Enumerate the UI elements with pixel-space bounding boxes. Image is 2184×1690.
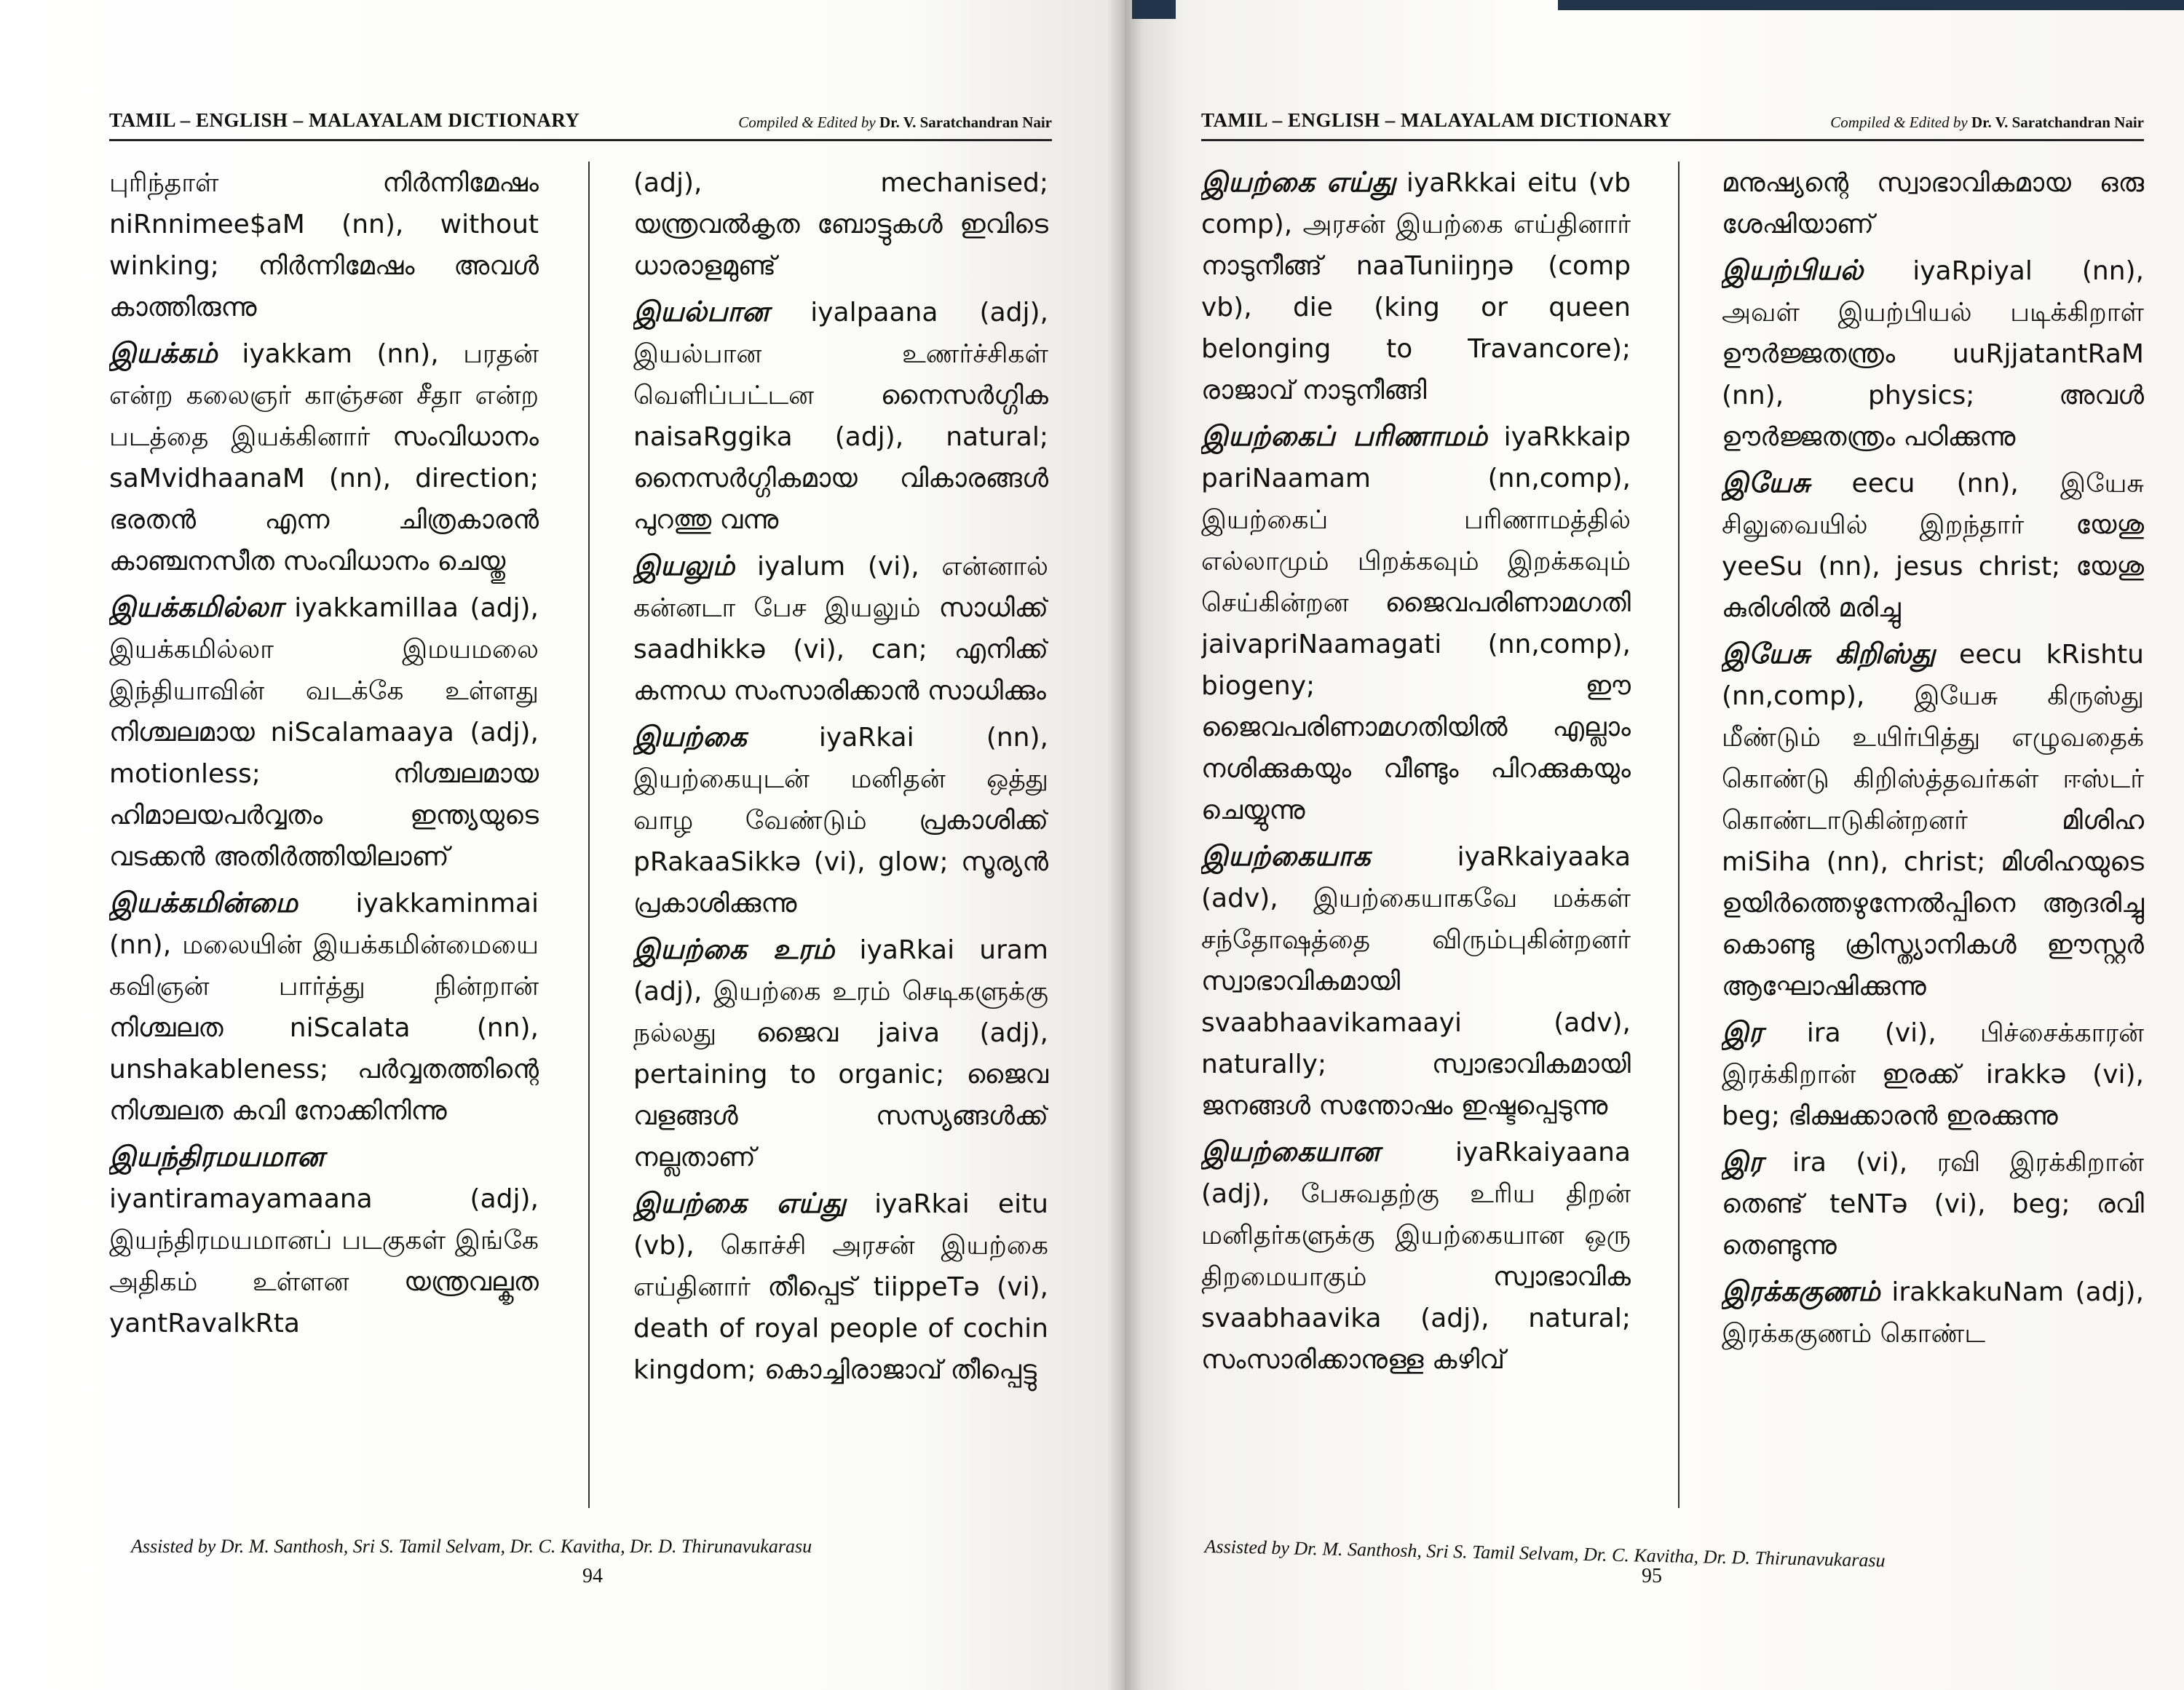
entry-text: മനുഷ്യന്റെ സ്വാഭാവികമായ ഒരു ശേഷിയാണ് xyxy=(1722,168,2144,239)
entry-text: iyaRkaiyaana (adj), பேசுவதற்கு உரிய திறன் மனிதர்களுக்கு இயற்கையான ஒரு திறமையாகும் സ്വാഭാവിക svaabhaavika (adj), natural; സംസാരിക്കാനുള്ള കഴിവ് xyxy=(1201,1138,1631,1375)
entry-text: iyalpaana (adj), இயல்பான உணர்ச்சிகள் வெளிப்பட்டன നൈസർഗ്ഗിക naisaRggika (adj), natural; നൈസർഗ്ഗികമായ വികാരങ്ങൾ പുറത്തു വന്നു xyxy=(633,298,1048,535)
entry-text: iyaRkai eitu (vb), கொச்சி அரசன் இயற்கை எய்தினார் തീപ്പെട് tiippeTə (vi), death of royal people of cochin kingdom; കൊച്ചിരാജാവ് തീപ്പെട്ടു xyxy=(633,1189,1048,1385)
credit-name: Dr. V. Saratchandran Nair xyxy=(1971,114,2144,131)
entry-text: iyaRkai uram (adj), இயற்கை உரம் செடிகளுக்கு நல்லது ജൈവ jaiva (adj), pertaining to organic; ജൈവ വളങ്ങൾ സസ്യങ്ങൾക്ക് നല്ലതാണ് xyxy=(633,935,1048,1173)
headword: இயற்கை எய்து xyxy=(1201,166,1396,198)
assisted-by-footer: Assisted by Dr. M. Santhosh, Sri S. Tamil Selvam, Dr. C. Kavitha, Dr. D. Thirunavukarasu xyxy=(131,1536,812,1557)
dictionary-entry xyxy=(1722,250,2144,458)
header-credit xyxy=(738,114,1052,132)
dictionary-entry xyxy=(1201,162,1631,411)
dictionary-entry xyxy=(109,162,539,328)
entry-text: iyaRkai (nn), இயற்கையுடன் மனிதன் ஒத்து வாழ வேண்டும் പ്രകാശിക്ക് pRakaaSikkə (vi), glow; സൂര്യൻ പ്രകാശിക്കുന്നു xyxy=(633,723,1048,919)
entry-text: (adj), mechanised; യന്ത്രവൽകൃത ബോട്ടുകൾ ഇവിടെ ധാരാളമുണ്ട് xyxy=(633,168,1048,281)
left-page-header xyxy=(109,109,1052,141)
headword: இயல்பான xyxy=(633,295,769,328)
dictionary-entry xyxy=(109,587,539,878)
dictionary-entry xyxy=(633,929,1048,1178)
dictionary-entry xyxy=(1201,416,1631,831)
headword: இயேசு xyxy=(1722,467,1811,499)
credit-name: Dr. V. Saratchandran Nair xyxy=(879,114,1052,131)
header-title: TAMIL – ENGLISH – MALAYALAM DICTIONARY xyxy=(109,109,580,131)
dictionary-entry xyxy=(633,545,1048,712)
entry-text: eecu (nn), இயேசு சிலுவையில் இறந்தார் യേശു yeeSu (nn), jesus christ; യേശു കുരിശിൽ മരിച്ചു xyxy=(1722,469,2144,623)
dictionary-entry xyxy=(109,882,539,1132)
headword: இயக்கமின்மை xyxy=(109,886,298,919)
dictionary-entry xyxy=(1201,836,1631,1127)
entry-text: ira (vi), ரவி இரக்கிறான் തെണ്ട് teNTə (vi), beg; രവി തെണ്ടുന്നു xyxy=(1722,1148,2144,1261)
left-column-a xyxy=(109,162,539,1493)
credit-prefix: Compiled & Edited by xyxy=(1830,114,1968,131)
left-column-b xyxy=(633,162,1048,1493)
headword: இயற்கை உரம் xyxy=(633,933,835,965)
dictionary-entry xyxy=(1201,1131,1631,1381)
entry-text: புரிந்தாள் നിർന്നിമേഷം niRnnimee$aM (nn), without winking; നിർന്നിമേഷം അവൾ കാത്തിരുന്നു xyxy=(109,168,539,322)
entry-text: iyaRkaiyaaka (adv), இயற்கையாகவே மக்கள் சந்தோஷத்தை விரும்புகின்றனர் സ്വാഭാവികമായി svaabhaavikamaayi (adv), naturally; സ്വാഭാവികമായി ജനങ്ങൾ സന്തോഷം ഇഷ്ടപ്പെടുന്നു xyxy=(1201,842,1631,1121)
credit-prefix: Compiled & Edited by xyxy=(738,114,876,131)
headword: இயேசு கிறிஸ்து xyxy=(1722,638,1936,670)
headword: இயலும் xyxy=(633,550,735,582)
headword: இரக்ககுணம் xyxy=(1722,1275,1880,1307)
entry-text: iyakkam (nn), பரதன் என்ற கலைஞர் காஞ்சன சீதா என்ற படத்தை இயக்கினார் സംവിധാനം saMvidhaanaM (nn), direction; ഭരതൻ എന്ന ചിത്രകാരൻ കാഞ്ചനസീത സംവിധാനം ചെയ്തു xyxy=(109,339,539,576)
entry-text: iyantiramayamaana (adj), இயந்திரமயமானப் படகுகள் இங்கே அதிகம் உள்ளன യന്ത്രവല്കൃത yantRavalkRta xyxy=(109,1184,539,1338)
dictionary-entry xyxy=(1722,633,2144,1007)
right-column-a xyxy=(1201,162,1631,1493)
dictionary-entry xyxy=(633,291,1048,541)
entry-text: iyaRkkaip pariNaamam (nn,comp), இயற்கைப் பரிணாமத்தில் எல்லாமும் பிறக்கவும் இறக்கவும் செய்கின்றன ജൈവപരിണാമഗതി jaivapriNaamagati (nn,comp), biogeny; ഈ ജൈവപരിണാമഗതിയിൽ എല്ലാം നശിക്കുകയും വീണ്ടും പിറക്കുകയും ചെയ്യുന്നു xyxy=(1201,422,1631,825)
entry-text: iyaRkkai eitu (vb comp), அரசன் இயற்கை எய்தினார் നാടുനീങ്ങ് naaTuniiŋŋə (comp vb), die (king or queen belonging to Travancore); രാജാവ് നാടുനീങ്ങി xyxy=(1201,168,1631,405)
right-page xyxy=(1125,0,2184,1690)
entry-text: iyakkaminmai (nn), மலையின் இயக்கமின்மையை கவிஞன் பார்த்து நின்றான் നിശ്ചലത niScalata (nn), unshakableness; പർവ്വതത്തിന്റെ നിശ്ചലത കവി നോക്കിനിന്നു xyxy=(109,889,539,1126)
column-divider xyxy=(588,162,590,1508)
headword: இர xyxy=(1722,1146,1763,1178)
page-number: 95 xyxy=(1642,1565,1662,1587)
entry-text: ira (vi), பிச்சைக்காரன் இரக்கிறான் ഇരക്ക് irakkə (vi), beg; ഭിക്ഷക്കാരൻ ഇരക്കുന്നു xyxy=(1722,1018,2144,1131)
book-spine-shadow xyxy=(1107,0,1143,1690)
dictionary-entry xyxy=(1722,1271,2144,1354)
dictionary-entry xyxy=(633,162,1048,287)
headword: இயற்கை எய்து xyxy=(633,1187,846,1219)
dictionary-entry xyxy=(109,333,539,582)
background-edge xyxy=(1132,0,1176,19)
entry-text: eecu kRishtu (nn,comp), இயேசு கிருஸ்து மீண்டும் உயிர்பித்து எழுவதைக் கொண்டு கிறிஸ்த்தவர்கள் ஈஸ்டர் கொண்டாடுகின்றனர் മിശിഹ miSiha (nn), christ; മിശിഹയുടെ ഉയിർത്തെഴുന്നേൽപ്പിനെ ആദരിച്ചു കൊണ്ടു ക്രിസ്ത്യാനികൾ ഈസ്റ്റർ ആഘോഷിക്കുന്നു xyxy=(1722,640,2144,1001)
entry-text: iyakkamillaa (adj), இயக்கமில்லா இமயமலை இந்தியாவின் வடக்கே உள்ளது നിശ്ചലമായ niScalamaaya (adj), motionless; നിശ്ചലമായ ഹിമാലയപർവ്വതം ഇന്ത്യയുടെ വടക്കൻ അതിർത്തിയിലാണ് xyxy=(109,593,539,872)
dictionary-entry xyxy=(633,1183,1048,1391)
dictionary-entry xyxy=(1722,1141,2144,1266)
entry-text: irakkakuNam (adj), இரக்ககுணம் கொண்ட xyxy=(1722,1277,2144,1349)
headword: இயற்கை xyxy=(633,721,747,753)
headword: இயற்பியல் xyxy=(1722,254,1864,286)
headword: இர xyxy=(1722,1016,1763,1048)
headword: இயற்கையாக xyxy=(1201,840,1371,872)
header-title: TAMIL – ENGLISH – MALAYALAM DICTIONARY xyxy=(1201,109,1672,131)
dictionary-entry xyxy=(109,1136,539,1344)
header-credit xyxy=(1830,114,2144,132)
dictionary-entry xyxy=(1722,462,2144,629)
headword: இயக்கமில்லா xyxy=(109,591,283,623)
assisted-by-footer: Assisted by Dr. M. Santhosh, Sri S. Tamil Selvam, Dr. C. Kavitha, Dr. D. Thirunavukarasu xyxy=(1204,1536,1886,1571)
dictionary-entry xyxy=(1722,162,2144,245)
right-page-header xyxy=(1201,109,2144,141)
dictionary-entry xyxy=(1722,1012,2144,1137)
column-divider xyxy=(1678,162,1679,1508)
right-column-b xyxy=(1722,162,2144,1493)
entry-text: iyalum (vi), என்னால் கன்னடா பேச இயலும் സാധിക്ക് saadhikkə (vi), can; എനിക്ക് കന്നഡ സംസാരിക്കാൻ സാധിക്കും xyxy=(633,552,1048,706)
page-number: 94 xyxy=(582,1565,603,1587)
dictionary-entry xyxy=(633,716,1048,924)
headword: இயக்கம் xyxy=(109,337,218,369)
entry-text: iyaRpiyal (nn), அவள் இயற்பியல் படிக்கிறாள் ഊർജ്ജതന്ത്രം uuRjjatantRaM (nn), physics; അവൾ ഊർജ്ജതന്ത്രം പഠിക്കുന്നു xyxy=(1722,256,2144,452)
headword: இயற்கைப் பரிணாமம் xyxy=(1201,420,1488,452)
headword: இயந்திரமயமான xyxy=(109,1140,325,1173)
headword: இயற்கையான xyxy=(1201,1135,1380,1167)
background-edge xyxy=(1558,0,2184,10)
